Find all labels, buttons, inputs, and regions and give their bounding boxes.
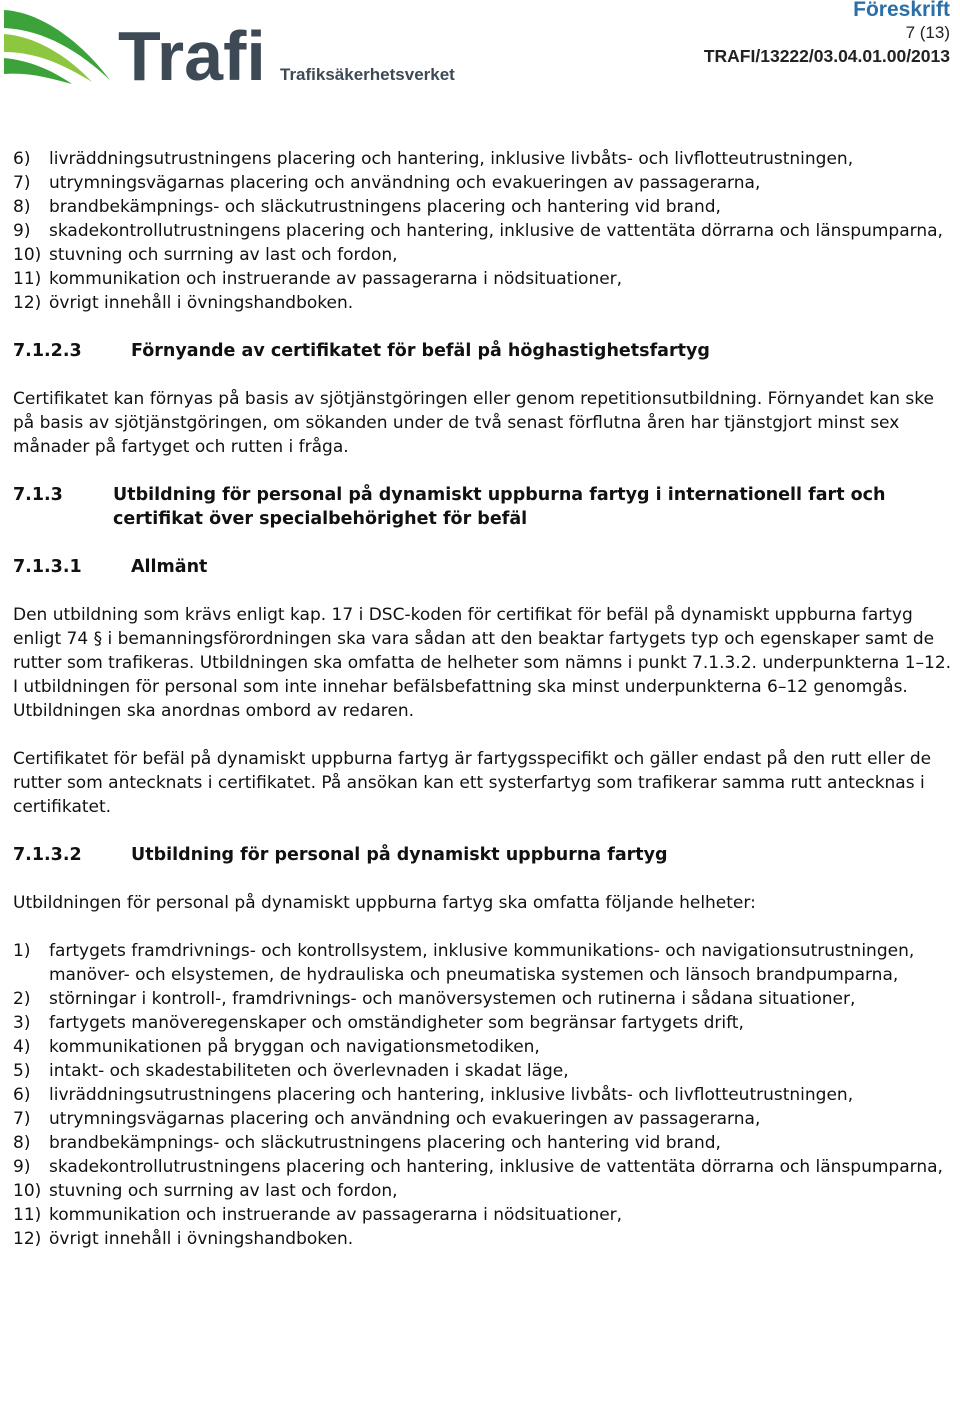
list-item: 3) fartygets manöveregenskaper och omständigheter som begränsar fartygets drift,	[13, 1013, 744, 1033]
document-header	[704, 0, 950, 68]
list-item: 6) livräddningsutrustningens placering och hantering, inklusive livbåts- och livflotteutrustningen,	[13, 149, 854, 169]
trafi-brand-name: Trafi	[118, 17, 266, 95]
list-item: 8) brandbekämpnings- och släckutrustningens placering och hantering vid brand,	[13, 1133, 721, 1153]
list-item: 11) kommunikation och instruerande av passagerarna i nödsituationer,	[13, 1205, 623, 1225]
heading-7-1-3-1: 7.1.3.1 Allmänt	[13, 557, 208, 577]
list-item: 2) störningar i kontroll-, framdrivnings- och manöversystemen och rutinerna i sådana situationer,	[13, 989, 856, 1009]
list-item: 10) stuvning och surrning av last och fordon,	[13, 245, 398, 265]
paragraph-general-1: Den utbildning som krävs enligt kap. 17 i DSC-koden för certifikat för befäl på dynamiskt uppburna fartyg enligt 74 § i bemanningsförordningen ska vara sådan att den beaktar fartygets typ och egenskaper samt de rutter som trafikeras. Utbildningen ska omfatta de helheter som nämns i punkt 7.1.3.2. underpunkterna 1–12. I utbildningen för personal som inte innehar befälsbefattning ska minst underpunkterna 6–12 genomgås. Utbildningen ska anordnas ombord av redaren.	[13, 605, 952, 721]
list-item: 8) brandbekämpnings- och släckutrustningens placering och hantering vid brand,	[13, 197, 721, 217]
list-item: 7) utrymningsvägarnas placering och användning och evakueringen av passagerarna,	[13, 173, 761, 193]
doc-type: Föreskrift	[853, 0, 950, 21]
paragraph-intro: Utbildningen för personal på dynamiskt uppburna fartyg ska omfatta följande helheter:	[13, 893, 756, 913]
list-item: 4) kommunikationen på bryggan och navigationsmetodiken,	[13, 1037, 540, 1057]
heading-7-1-3: 7.1.3 Utbildning för personal på dynamiskt uppburna fartyg i internationell fart och certifikat över specialbehörighet för befäl	[13, 485, 886, 529]
list-item: 12) övrigt innehåll i övningshandboken.	[13, 293, 354, 313]
heading-7-1-2-3: 7.1.2.3 Förnyande av certifikatet för befäl på höghastighetsfartyg	[13, 341, 710, 361]
heading-7-1-3-2: 7.1.3.2 Utbildning för personal på dynamiskt uppburna fartyg	[13, 845, 668, 865]
list-item: 11) kommunikation och instruerande av passagerarna i nödsituationer,	[13, 269, 623, 289]
list-item: 9) skadekontrollutrustningens placering och hantering, inklusive de vattentäta dörrarna och länspumparna,	[13, 221, 943, 241]
trafi-logo-graphic	[0, 0, 470, 95]
list-item: 10) stuvning och surrning av last och fordon,	[13, 1181, 398, 1201]
list-item: 5) intakt- och skadestabiliteten och överlevnaden i skadat läge,	[13, 1061, 569, 1081]
paragraph-general-2: Certifikatet för befäl på dynamiskt uppburna fartyg är fartygsspecifikt och gäller endast på den rutt eller de rutter som antecknats i certifikatet. På ansökan kan ett systerfartyg som trafikerar samma rutt antecknas i certifikatet.	[13, 749, 932, 817]
list-item: 7) utrymningsvägarnas placering och användning och evakueringen av passagerarna,	[13, 1109, 761, 1129]
list-a	[13, 147, 958, 315]
doc-reference: TRAFI/13222/03.04.01.00/2013	[703, 46, 950, 66]
document-body	[13, 147, 958, 1251]
list-b	[13, 939, 958, 1251]
list-item: 9) skadekontrollutrustningens placering och hantering, inklusive de vattentäta dörrarna och länspumparna,	[13, 1157, 943, 1177]
paragraph-renewal: Certifikatet kan förnyas på basis av sjötjänstgöringen eller genom repetitionsutbildning. Förnyandet kan ske på basis av sjötjänstgöringen, om sökanden under de två senast förflutna åren har tjänstgjort minst sex månader på fartyget och rutten i fråga.	[13, 389, 934, 457]
trafi-logo	[0, 0, 470, 95]
page-number: 7 (13)	[905, 23, 950, 42]
list-item: 1) fartygets framdrivnings- och kontrollsystem, inklusive kommunikations- och navigationsutrustningen, manöver- och elsystemen, de hydrauliska och pneumatiska systemen och länsoch brandpumparna,	[13, 941, 915, 985]
list-item: 12) övrigt innehåll i övningshandboken.	[13, 1229, 354, 1249]
trafi-brand-sub: Trafiksäkerhetsverket	[280, 65, 455, 84]
list-item: 6) livräddningsutrustningens placering och hantering, inklusive livbåts- och livflotteutrustningen,	[13, 1085, 854, 1105]
